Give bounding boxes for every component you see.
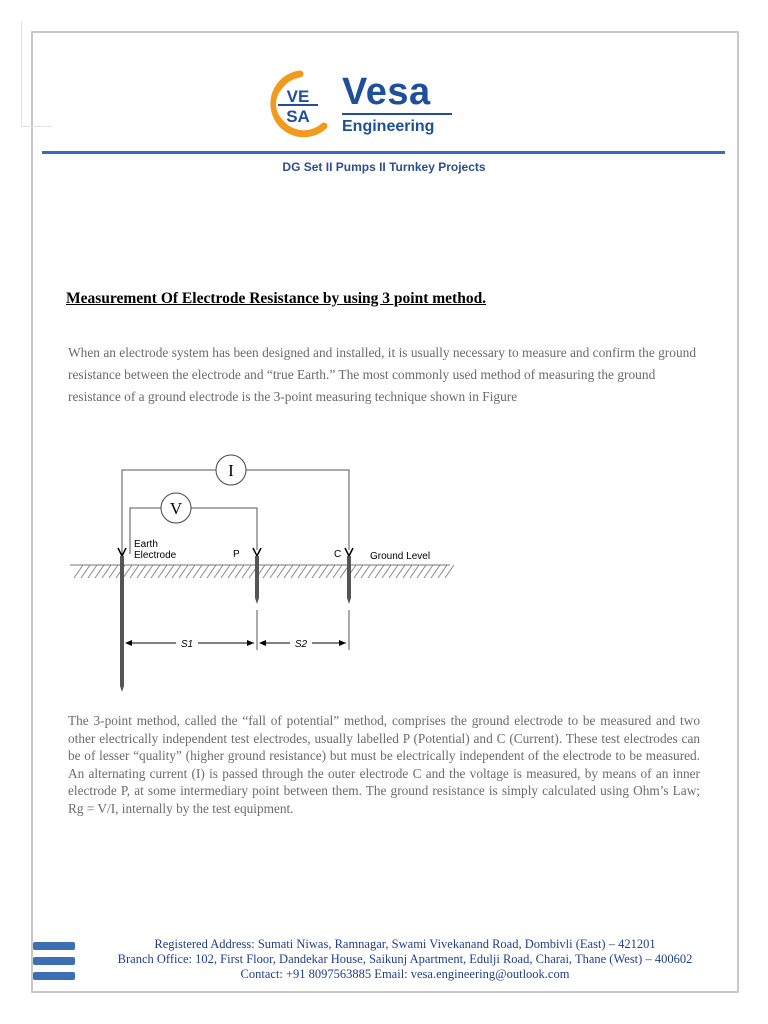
ground-level-label: Ground Level xyxy=(370,551,431,562)
earth-electrode-label-2: Electrode xyxy=(134,550,177,561)
hatch-mark xyxy=(102,565,111,578)
hatch-mark xyxy=(438,565,447,578)
hatch-mark xyxy=(445,565,454,578)
s2-label: S2 xyxy=(294,639,308,650)
registered-address: Registered Address: Sumati Niwas, Ramnagar, Swami Vivekanand Road, Dombivli (East) – 421201 xyxy=(154,937,656,951)
hatch-mark xyxy=(144,565,153,578)
p-electrode-rod xyxy=(255,556,259,598)
hatch-mark xyxy=(158,565,167,578)
tagline: DG Set II Pumps II Turnkey Projects xyxy=(282,160,486,174)
hatch-mark xyxy=(151,565,160,578)
hatch-mark xyxy=(375,565,384,578)
hatch-mark xyxy=(382,565,391,578)
s1-label: S1 xyxy=(180,639,194,650)
brand-name: Vesa xyxy=(342,71,431,113)
c-electrode-rod xyxy=(347,556,351,598)
hatch-mark xyxy=(200,565,209,578)
hatch-mark xyxy=(228,565,237,578)
hatch-mark xyxy=(298,565,307,578)
hatch-mark xyxy=(130,565,139,578)
c-electrode-label: C xyxy=(334,549,342,560)
hatch-mark xyxy=(109,565,118,578)
brand-underline xyxy=(342,113,452,115)
hatch-mark xyxy=(263,565,272,578)
hatch-mark xyxy=(424,565,433,578)
hatch-mark xyxy=(186,565,195,578)
hatch-mark xyxy=(417,565,426,578)
document-title: Measurement Of Electrode Resistance by using 3 point method. xyxy=(66,290,487,307)
earth-electrode-label-1: Earth xyxy=(134,539,158,550)
logo-emblem-icon xyxy=(262,70,340,138)
hatch-mark xyxy=(88,565,97,578)
intro-paragraph: When an electrode system has been designed and installed, it is usually necessary to measure and confirm the ground resistance between the electrode and “true Earth.” The most commonly used method of measuring the ground resistance of a ground electrode is the 3-point measuring technique shown in Figure xyxy=(68,345,697,404)
hatch-mark xyxy=(123,565,132,578)
hatch-mark xyxy=(326,565,335,578)
hatch-mark xyxy=(165,565,174,578)
hatch-mark xyxy=(74,565,83,578)
hatch-mark xyxy=(235,565,244,578)
hatch-mark xyxy=(410,565,419,578)
header-divider xyxy=(42,151,725,154)
hatch-mark xyxy=(403,565,412,578)
current-wire-right xyxy=(246,470,349,550)
voltage-wire-right xyxy=(191,508,257,550)
hatch-mark xyxy=(305,565,314,578)
hatch-mark xyxy=(389,565,398,578)
hatch-mark xyxy=(193,565,202,578)
branch-address: Branch Office: 102, First Floor, Dandekar House, Saikunj Apartment, Edulji Road, Charai, Thane (West) – 400602 xyxy=(117,952,693,966)
hatch-mark xyxy=(277,565,286,578)
current-meter-label: I xyxy=(228,461,234,480)
hatch-mark xyxy=(221,565,230,578)
corner-mark xyxy=(21,21,52,127)
hatch-mark xyxy=(361,565,370,578)
hatch-mark xyxy=(396,565,405,578)
earth-electrode-rod xyxy=(120,556,124,686)
voltage-meter-label: V xyxy=(169,499,183,518)
hatch-mark xyxy=(291,565,300,578)
hatch-mark xyxy=(214,565,223,578)
logo-letters-bottom: SA xyxy=(286,107,310,126)
hatch-mark xyxy=(368,565,377,578)
footer xyxy=(60,937,750,982)
p-electrode-label: P xyxy=(233,549,240,560)
hatch-mark xyxy=(95,565,104,578)
ground-hatching xyxy=(74,565,454,578)
contact-info: Contact: +91 8097563885 Email: vesa.engineering@outlook.com xyxy=(240,967,570,981)
company-logo xyxy=(262,70,462,138)
hatch-mark xyxy=(207,565,216,578)
hatch-mark xyxy=(312,565,321,578)
logo-letters-top: VE xyxy=(286,87,310,106)
three-point-diagram xyxy=(70,450,460,695)
hatch-mark xyxy=(284,565,293,578)
hatch-mark xyxy=(179,565,188,578)
brand-subtitle: Engineering xyxy=(342,118,435,135)
hatch-mark xyxy=(319,565,328,578)
hatch-mark xyxy=(137,565,146,578)
hatch-mark xyxy=(242,565,251,578)
hatch-mark xyxy=(81,565,90,578)
hatch-mark xyxy=(172,565,181,578)
hatch-mark xyxy=(333,565,342,578)
hatch-mark xyxy=(270,565,279,578)
method-paragraph: The 3-point method, called the “fall of potential” method, comprises the ground electrode to be measured and two other electrically independent test electrodes, usually labelled P (Potential) and C (Current). These test electrodes can be of lesser “quality” (higher ground resistance) but must be electrically independent of the electrode to be measured. An alternating current (I) is passed through the outer electrode C and the voltage is measured, by means of an inner electrode P, at some intermediary point between them. The ground resistance is simply calculated using Ohm’s Law; Rg = V/I, internally by the test equipment. xyxy=(68,713,700,816)
hatch-mark xyxy=(431,565,440,578)
hatch-mark xyxy=(354,565,363,578)
